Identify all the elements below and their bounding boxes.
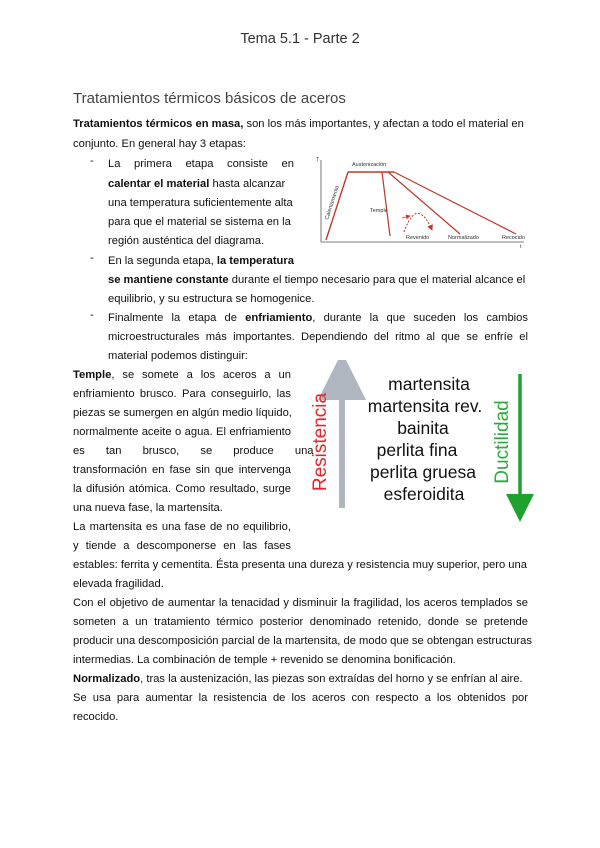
b2-line-1 — [108, 252, 294, 272]
b3-line-2: microestructurales más importantes. Dependiendo del ritmo al que se enfríe el — [108, 331, 528, 343]
page-header: Tema 5.1 - Parte 2 — [240, 31, 360, 47]
temple-line-6: transformación en fase sin que intervenga — [73, 464, 291, 476]
intro-bold: Tratamientos térmicos en masa, — [73, 118, 244, 130]
b1-line-1: La primera etapa consiste en — [108, 158, 294, 170]
normalizado-curve — [388, 172, 460, 234]
b3-line-3: material podemos distinguir: — [108, 350, 248, 362]
b2-line-3: equilibrio, y su estructura se homogenice. — [108, 293, 315, 305]
b2-bold-2: se mantiene constante — [108, 274, 229, 286]
b2-rest: durante el tiempo necesario para que el material alcance el — [228, 274, 526, 286]
b1-line-2 — [108, 175, 294, 195]
microstructure-scale — [300, 360, 540, 522]
normalizado-rest: , tras la austenización, las piezas son extraídas del horno y se enfrían al aire. — [140, 673, 523, 685]
revenido-line-3: producir una descomposición parcial de la martensita, de modo que se obtengan estructuras — [73, 635, 532, 647]
b2-pre: En la segunda etapa, — [108, 255, 217, 267]
b1-rest: hasta alcanzar — [209, 178, 286, 190]
heat-treatment-diagram — [316, 152, 528, 248]
normalizado-line-2: Se usa para aumentar la resistencia de los aceros con respecto a los obtenidos por — [73, 692, 528, 704]
ductility-label: Ductilidad — [492, 400, 513, 484]
scale-item: bainita — [397, 418, 449, 438]
b1-line-3: una temperatura suficientemente alta — [108, 197, 293, 209]
temple-bold: Temple — [73, 369, 112, 381]
b3-rest: , durante la que suceden los cambios — [312, 312, 528, 324]
time-axis-label: t — [520, 244, 522, 248]
scale-item: martensita — [388, 374, 470, 394]
scale-item: esferoidita — [383, 484, 465, 504]
revenido-line-1: Con el objetivo de aumentar la tenacidad y disminuir la fragilidad, los aceros templados se — [73, 597, 528, 609]
revenido-arrow — [402, 216, 410, 218]
scale-item: perlita gruesa — [369, 462, 477, 482]
revenido-line-4: intermedias. La combinación de temple + revenido se denomina bonificación. — [73, 654, 456, 666]
temple-line-7: la difusión atómica. Como resultado, surge — [73, 483, 291, 495]
recocido-label: Recocido — [502, 235, 525, 241]
intro-line-2: conjunto. En general hay 3 etapas: — [73, 138, 246, 150]
b1-line-5: región austéntica del diagrama. — [108, 235, 265, 247]
revenido-label: Revenido — [406, 235, 430, 241]
b3-pre: Finalmente la etapa de — [108, 312, 246, 324]
normalizado-line-3: recocido. — [73, 711, 119, 723]
temple-line-3: piezas se sumergen en algún medio líquido, — [73, 407, 292, 419]
estables-line-1: estables: ferrita y cementita. Ésta presenta una dureza y resistencia muy superior, pero una — [73, 559, 527, 571]
austenizacion-label: Austenización — [352, 162, 387, 168]
temple-label: Temple — [370, 208, 388, 214]
temple-line-10: y tiende a descomponerse en las fases — [73, 540, 291, 552]
t-axis-label: T — [316, 157, 320, 163]
intro-rest: son los más importantes, y afectan a todo el material en — [243, 118, 524, 130]
revenido-line-2: someten a un tratamiento térmico posterior denominado retenido, donde se pretende — [73, 616, 528, 628]
temple-rest: , se somete a los aceros a un — [111, 369, 291, 381]
temple-line-9: La martensita es una fase de no equilibrio, — [73, 521, 291, 533]
b1-line-4: para que el material se sistema en la — [108, 216, 291, 228]
temple-line-2: enfriamiento brusco. Para conseguirlo, las — [73, 388, 291, 400]
bullet-marker: - — [90, 252, 94, 264]
b2-bold-1: la temperatura — [216, 255, 294, 267]
b3-line-1 — [108, 309, 528, 329]
section-title: Tratamientos térmicos básicos de aceros — [73, 90, 346, 107]
calentamiento-label: Calentamiento — [324, 185, 341, 221]
b3-bold: enfriamiento — [245, 312, 313, 324]
bullet-marker: - — [90, 155, 94, 167]
bullet-marker: - — [90, 309, 94, 321]
temple-line-8: una nueva fase, la martensita. — [73, 502, 223, 514]
temple-line-1 — [73, 366, 291, 386]
scale-item: perlita fina — [376, 440, 458, 460]
temple-line-4: normalmente aceite o agua. El enfriamiento — [73, 426, 291, 438]
normalizado-bold: Normalizado — [73, 673, 141, 685]
temple-line-5: es tan brusco, se produce una — [73, 445, 314, 457]
b1-bold: calentar el material — [108, 178, 210, 190]
intro-line-1 — [73, 115, 528, 135]
normalizado-label: Normalizado — [448, 235, 479, 241]
b2-line-2 — [108, 271, 528, 291]
estables-line-2: elevada fragilidad. — [73, 578, 164, 590]
temple-curve — [382, 172, 390, 236]
recocido-curve — [394, 172, 516, 234]
scale-item: martensita rev. — [367, 396, 483, 416]
resistance-label: Resistencia — [310, 392, 331, 492]
normalizado-line-1 — [73, 670, 528, 690]
